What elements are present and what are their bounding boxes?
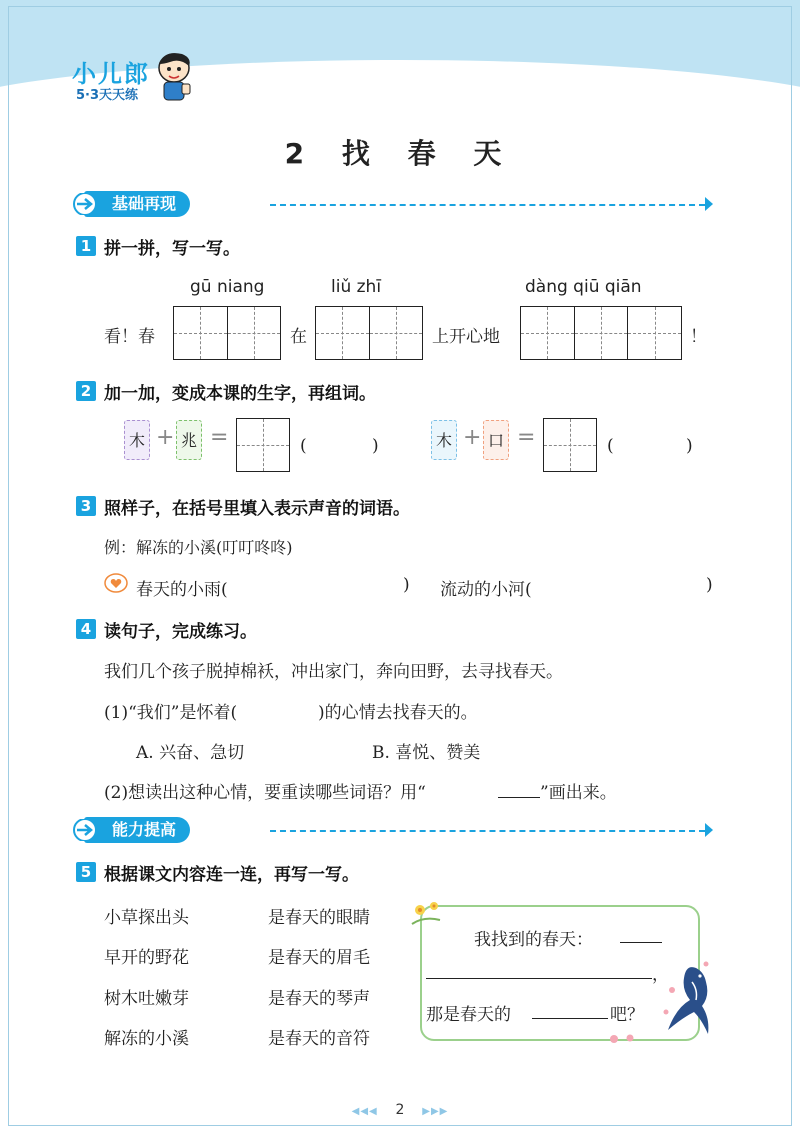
pinyin-liuzhi: liǔ zhī bbox=[331, 277, 382, 297]
runner-arrow-icon bbox=[70, 819, 100, 841]
paren-open: ( bbox=[300, 436, 307, 456]
question-prompt: 照样子，在括号里填入表示声音的词语。 bbox=[104, 499, 410, 519]
option-b[interactable]: B. 喜悦、赞美 bbox=[372, 743, 481, 763]
pinyin-dangqiuqian: dàng qiū qiān bbox=[525, 277, 642, 297]
sub-question-2a: (2)想读出这种心情，要重读哪些词语？用“ bbox=[104, 783, 426, 803]
heart-bubble-icon bbox=[104, 573, 128, 595]
writing-grid[interactable] bbox=[520, 306, 682, 360]
match-right-item[interactable]: 是春天的音符 bbox=[268, 1029, 370, 1049]
match-right-item[interactable]: 是春天的琴声 bbox=[268, 989, 370, 1009]
question-number: 2 bbox=[76, 381, 96, 401]
underline-sample bbox=[498, 797, 540, 798]
writing-grid[interactable] bbox=[173, 306, 281, 360]
brand-subtitle: 5·3天天练 bbox=[76, 88, 139, 103]
paren-open: ( bbox=[607, 436, 614, 456]
example-text: 例：解冻的小溪(叮叮咚咚) bbox=[104, 538, 293, 557]
sub-question-1b: )的心情去找春天的。 bbox=[318, 703, 478, 723]
section-title: 基础再现 bbox=[84, 191, 190, 217]
char-part: 木 bbox=[124, 420, 150, 460]
question-number: 3 bbox=[76, 496, 96, 516]
question-number: 1 bbox=[76, 236, 96, 256]
writing-grid[interactable] bbox=[543, 418, 597, 472]
text-excl: ！ bbox=[690, 327, 707, 347]
section-basic-header bbox=[70, 191, 720, 217]
blossom-icon bbox=[606, 1030, 640, 1048]
plus-sign: + bbox=[156, 425, 175, 450]
card-comma: ， bbox=[652, 965, 669, 985]
equals-sign: = bbox=[517, 425, 536, 450]
equals-sign: = bbox=[210, 425, 229, 450]
question-prompt: 加一加，变成本课的生字，再组词。 bbox=[104, 384, 376, 404]
section-divider bbox=[270, 204, 705, 206]
writing-grid[interactable] bbox=[315, 306, 423, 360]
section-divider bbox=[270, 830, 705, 832]
pinyin-guniang: gū niang bbox=[190, 277, 265, 297]
answer-blank[interactable] bbox=[620, 942, 662, 943]
page-footer bbox=[0, 1102, 800, 1118]
reading-sentence: 我们几个孩子脱掉棉袄，冲出家门，奔向田野，去寻找春天。 bbox=[104, 662, 563, 682]
card-line-3b: 吧？ bbox=[610, 1005, 644, 1025]
paren-close: ) bbox=[686, 436, 693, 456]
flower-icon bbox=[408, 898, 444, 928]
sub-question-1a: (1)“我们”是怀着( bbox=[104, 703, 238, 723]
question-prompt: 根据课文内容连一连，再写一写。 bbox=[104, 865, 359, 885]
writing-grid[interactable] bbox=[236, 418, 290, 472]
match-left-item[interactable]: 小草探出头 bbox=[104, 908, 189, 928]
section-advanced-header bbox=[70, 817, 720, 843]
question-prompt: 拼一拼，写一写。 bbox=[104, 239, 240, 259]
paren-close: ) bbox=[372, 436, 379, 456]
plus-sign: + bbox=[463, 425, 482, 450]
text-look: 看！春 bbox=[104, 327, 155, 347]
char-part: 木 bbox=[431, 420, 457, 460]
section-arrow-tip-icon bbox=[705, 197, 713, 211]
card-line-1: 我找到的春天： bbox=[474, 930, 593, 950]
match-left-item[interactable]: 树木吐嫩芽 bbox=[104, 989, 189, 1009]
answer-blank[interactable] bbox=[532, 1018, 608, 1019]
item-flowing-river: 流动的小河( bbox=[440, 580, 532, 600]
match-right-item[interactable]: 是春天的眼睛 bbox=[268, 908, 370, 928]
runner-arrow-icon bbox=[70, 193, 100, 215]
paren-close: ) bbox=[706, 575, 713, 595]
lesson-title: 2 找 春 天 bbox=[284, 137, 516, 170]
next-arrows-icon: ▶▶▶ bbox=[422, 1106, 449, 1117]
card-line-3a: 那是春天的 bbox=[426, 1005, 511, 1025]
char-part: 兆 bbox=[176, 420, 202, 460]
brand-logo: 小儿郎 bbox=[72, 60, 150, 88]
match-right-item[interactable]: 是春天的眉毛 bbox=[268, 948, 370, 968]
paren-close: ) bbox=[403, 575, 410, 595]
answer-blank[interactable] bbox=[426, 978, 652, 979]
item-spring-rain: 春天的小雨( bbox=[136, 580, 228, 600]
mascot-boy-icon bbox=[152, 50, 196, 102]
question-number: 4 bbox=[76, 619, 96, 639]
section-arrow-tip-icon bbox=[705, 823, 713, 837]
swallow-bird-icon bbox=[656, 960, 718, 1042]
prev-arrows-icon: ◀◀◀ bbox=[351, 1106, 378, 1117]
char-part: 口 bbox=[483, 420, 509, 460]
section-title: 能力提高 bbox=[84, 817, 190, 843]
sub-question-2b: ”画出来。 bbox=[540, 783, 617, 803]
text-zai: 在 bbox=[290, 327, 307, 347]
match-left-item[interactable]: 早开的野花 bbox=[104, 948, 189, 968]
question-number: 5 bbox=[76, 862, 96, 882]
text-shang: 上开心地 bbox=[432, 327, 500, 347]
match-left-item[interactable]: 解冻的小溪 bbox=[104, 1029, 189, 1049]
question-prompt: 读句子，完成练习。 bbox=[104, 622, 257, 642]
option-a[interactable]: A. 兴奋、急切 bbox=[136, 743, 245, 763]
page-number: 2 bbox=[395, 1102, 405, 1118]
